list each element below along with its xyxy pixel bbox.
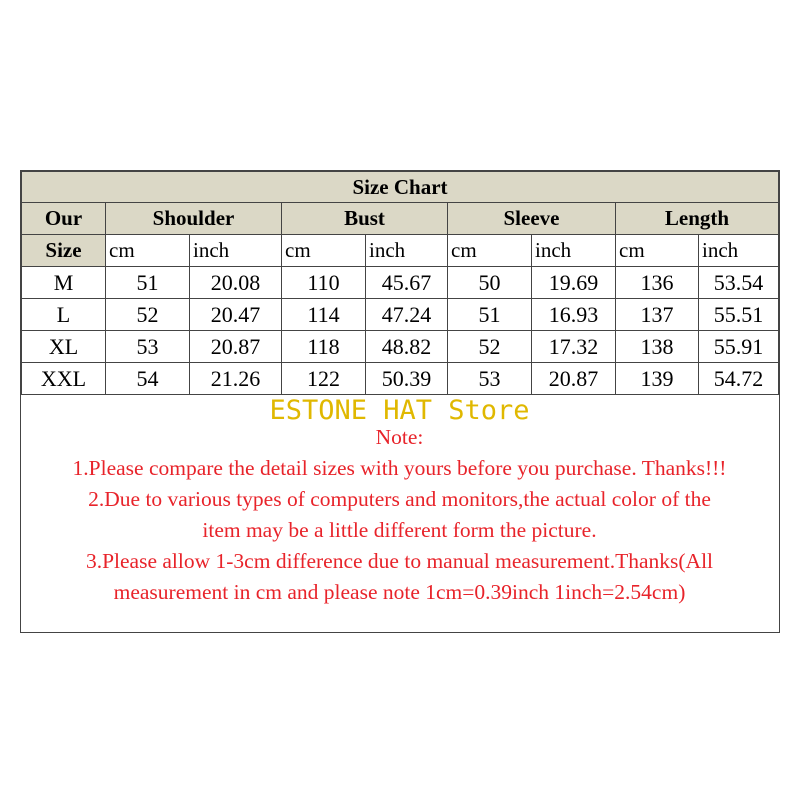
table-cell: 50: [448, 267, 532, 299]
table-cell: 114: [282, 299, 366, 331]
size-label: XXL: [22, 363, 106, 395]
size-chart-table: [21, 171, 779, 395]
table-cell: 55.91: [699, 331, 779, 363]
size-label: L: [22, 299, 106, 331]
table-cell: 20.87: [532, 363, 616, 395]
store-watermark: ESTONE HAT Store: [269, 395, 530, 426]
table-row: [22, 331, 779, 363]
note-line-2-continued: item may be a little different form the picture.: [202, 518, 597, 542]
table-cell: 53.54: [699, 267, 779, 299]
table-cell: 139: [616, 363, 699, 395]
table-cell: 45.67: [366, 267, 448, 299]
table-cell: 53: [448, 363, 532, 395]
unit-label: inch: [366, 235, 448, 267]
table-cell: 20.47: [190, 299, 282, 331]
table-cell: 52: [448, 331, 532, 363]
table-cell: 54: [106, 363, 190, 395]
table-cell: 53: [106, 331, 190, 363]
table-cell: 16.93: [532, 299, 616, 331]
length-header: Length: [616, 203, 779, 235]
table-cell: 118: [282, 331, 366, 363]
shoulder-header: Shoulder: [106, 203, 282, 235]
table-cell: 110: [282, 267, 366, 299]
note-line-3-continued: measurement in cm and please note 1cm=0.39inch 1inch=2.54cm): [113, 580, 686, 604]
note-line-1: 1.Please compare the detail sizes with yours before you purchase. Thanks!!!: [72, 456, 727, 480]
table-row: [22, 299, 779, 331]
table-cell: 52: [106, 299, 190, 331]
table-cell: 17.32: [532, 331, 616, 363]
table-cell: 50.39: [366, 363, 448, 395]
table-cell: 136: [616, 267, 699, 299]
size-chart-sheet: [20, 170, 780, 633]
size-label: M: [22, 267, 106, 299]
table-cell: 51: [448, 299, 532, 331]
bust-header: Bust: [282, 203, 448, 235]
note-line-2: 2.Due to various types of computers and monitors,the actual color of the: [88, 487, 711, 511]
unit-label: inch: [532, 235, 616, 267]
table-cell: 55.51: [699, 299, 779, 331]
table-cell: 51: [106, 267, 190, 299]
sleeve-header: Sleeve: [448, 203, 616, 235]
table-cell: 19.69: [532, 267, 616, 299]
size-column-header-line1: Our: [22, 203, 106, 235]
note-line-3: 3.Please allow 1-3cm difference due to manual measurement.Thanks(All: [85, 549, 714, 573]
table-cell: 122: [282, 363, 366, 395]
size-label: XL: [22, 331, 106, 363]
unit-label: cm: [616, 235, 699, 267]
unit-label: inch: [190, 235, 282, 267]
size-column-header-line2: Size: [22, 235, 106, 267]
table-row: [22, 267, 779, 299]
table-cell: 48.82: [366, 331, 448, 363]
chart-title: Size Chart: [22, 172, 779, 203]
unit-label: cm: [282, 235, 366, 267]
table-cell: 20.08: [190, 267, 282, 299]
table-cell: 47.24: [366, 299, 448, 331]
table-cell: 54.72: [699, 363, 779, 395]
unit-label: inch: [699, 235, 779, 267]
table-cell: 21.26: [190, 363, 282, 395]
table-cell: 138: [616, 331, 699, 363]
unit-label: cm: [448, 235, 532, 267]
unit-label: cm: [106, 235, 190, 267]
table-row: [22, 363, 779, 395]
table-cell: 137: [616, 299, 699, 331]
table-cell: 20.87: [190, 331, 282, 363]
note-heading: Note:: [375, 425, 424, 449]
